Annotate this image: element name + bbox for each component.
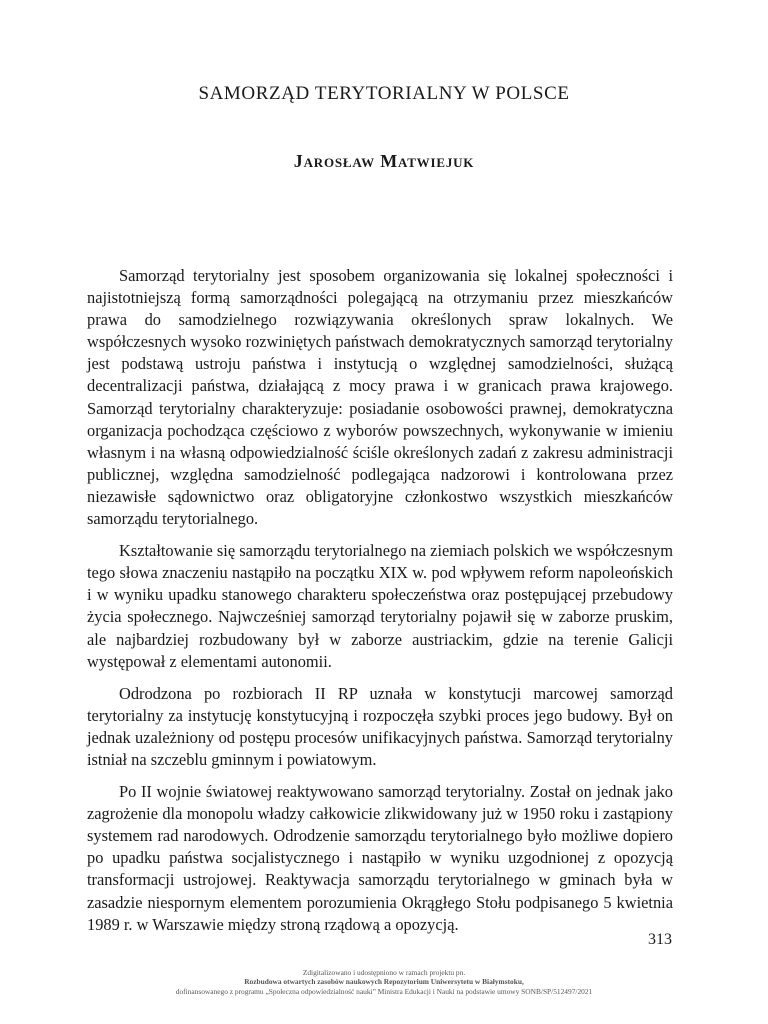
article-author: Jarosław Matwiejuk <box>293 151 475 171</box>
article-title: SAMORZĄD TERYTORIALNY W POLSCE <box>198 83 570 104</box>
paragraph: Samorząd terytorialny jest sposobem organizowania się lokalnej społeczności i najistotniejszą formą samorządności polegającą na otrzymaniu przez mieszkańców prawa do samodzielnego rozwiązywania określonych spraw lokalnych. We współczesnych wysoko rozwiniętych państwach demokratycznych samorząd terytorialny jest podstawą ustroju państwa i instytucją o względnej samodzielności, służącą decentralizacji państwa, działającą z mocy prawa i w granicach prawa krajowego. Samorząd terytorialny charakteryzuje: posiadanie osobowości prawnej, demokratyczna organizacja pochodząca częściowo z wyborów powszechnych, wykonywanie w imieniu własnym i na własną odpowiedzialność ściśle określonych zadań z zakresu administracji publicznej, względna samodzielność podlegająca nadzorowi i kontrolowana przez niezawisłe sądownictwo oraz obligatoryjne członkostwo wszystkich mieszkańców samorządu terytorialnego. <box>87 266 673 529</box>
paragraph: Odrodzona po rozbiorach II RP uznała w konstytucji marcowej samorząd terytorialny za instytucję konstytucyjną i rozpoczęła szybki proces jego budowy. Był on jednak uzależniony od postępu procesów unifikacyjnych państwa. Samorząd terytorialny istniał na szczeblu gminnym i powiatowym. <box>87 683 673 769</box>
digitization-footer <box>0 968 768 996</box>
article-body <box>87 265 673 946</box>
footer-line-funding: dofinansowanego z programu „Społeczna odpowiedzialność nauki” Ministra Edukacji i Nauki na podstawie umowy SONB/SP/512497/2021 <box>175 986 593 996</box>
page-number: 313 <box>648 931 672 948</box>
footer-line-project: Rozbudowa otwartych zasobów naukowych Repozytorium Uniwersytetu w Białymstoku, <box>244 977 524 987</box>
footer-line: Zdigitalizowano i udostępniono w ramach projektu pn. <box>302 968 466 977</box>
paragraph: Po II wojnie światowej reaktywowano samorząd terytorialny. Został on jednak jako zagrożenie dla monopolu władzy całkowicie zlikwidowany już w 1950 roku i zastąpiony systemem rad narodowych. Odrodzenie samorządu terytorialnego było możliwe dopiero po upadku państwa socjalistycznego i nastąpiło w wyniku uzgodnionej z opozycją transformacji ustrojowej. Reaktywacja samorządu terytorialnego w gminach była w zasadzie niespornym elementem porozumienia Okrągłego Stołu podpisanego 5 kwietnia 1989 r. w Warszawie między stroną rządową a opozycją. <box>87 782 673 934</box>
paragraph: Kształtowanie się samorządu terytorialnego na ziemiach polskich we współczesnym tego słowa znaczeniu nastąpiło na początku XIX w. pod wpływem reform napoleońskich i w wyniku upadku stanowego charakteru społeczeństwa oraz postępującej przebudowy życia społecznego. Najwcześniej samorząd terytorialny pojawił się w zaborze pruskim, ale najbardziej rozbudowany był w zaborze austriackim, gdzie na terenie Galicji występował z elementami autonomii. <box>87 541 673 671</box>
